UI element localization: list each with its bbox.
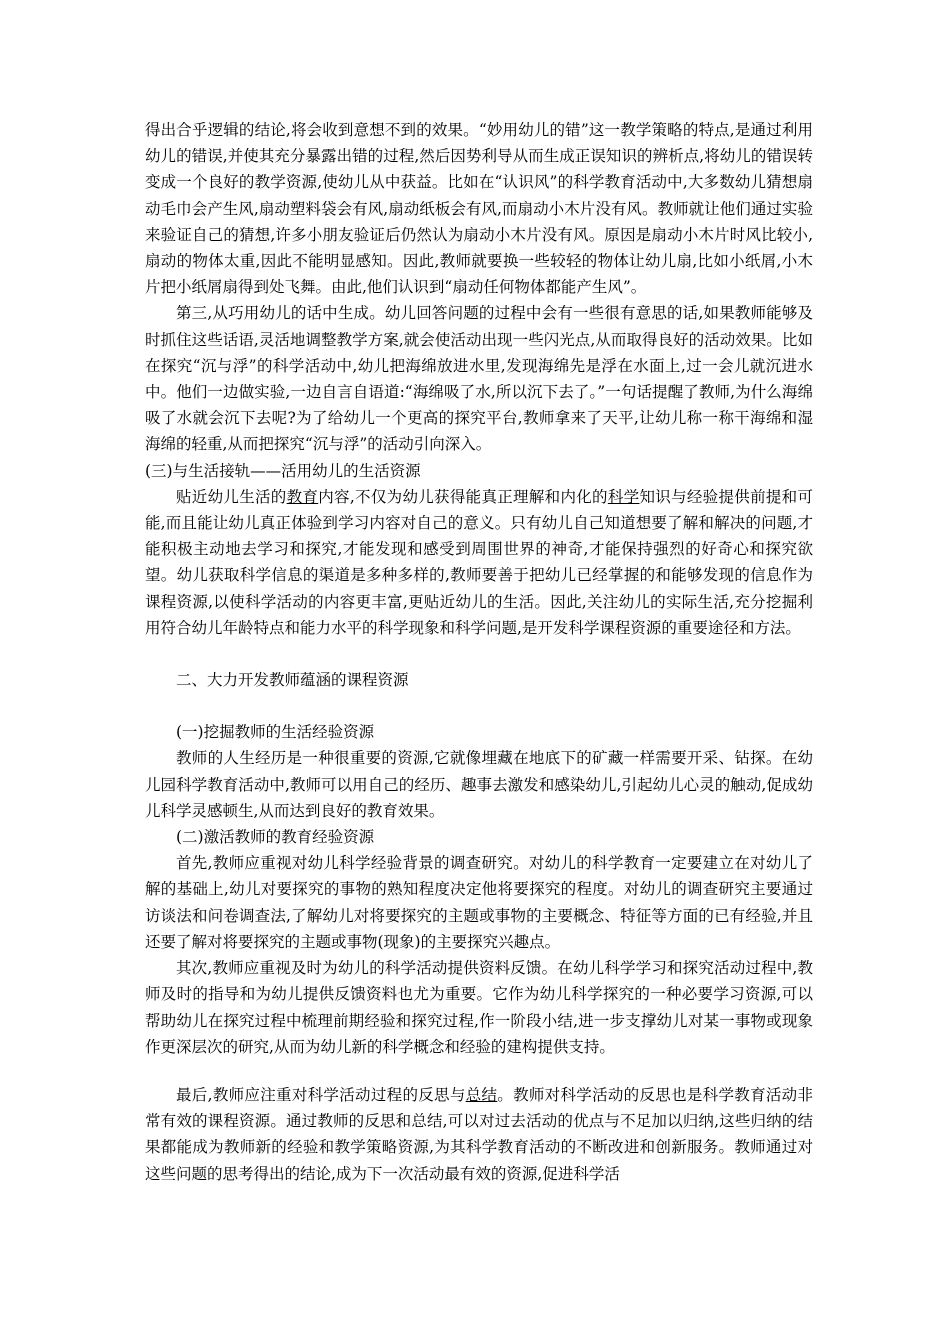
heading-3: (三)与生活接轨——活用幼儿的生活资源 xyxy=(145,461,421,480)
paragraph-5: 首先,教师应重视对幼儿科学经验背景的调查研究。对幼儿的科学教育一定要建立在对幼儿了解的基础上,幼儿对要探究的事物的熟知程度决定他将要探究的程度。对幼儿的调查研究主要通过访谈法和问卷调查法,了解幼儿对将要探究的主题或事物的主要概念、特征等方面的已有经验,并且还要了解对将要探究的主题或事物(现象)的主要探究兴趣点。 xyxy=(145,854,813,951)
spacer xyxy=(145,641,813,667)
paragraph-7 xyxy=(145,1082,813,1187)
link-education[interactable]: 教育 xyxy=(286,487,319,506)
paragraph-3-text-b: 内容,不仅为幼儿获得能真正理解和内化的 xyxy=(318,487,608,506)
spacer xyxy=(145,1060,813,1082)
link-science[interactable]: 科学 xyxy=(607,487,640,506)
subheading-2: (二)激活教师的教育经验资源 xyxy=(176,828,375,847)
paragraph-6: 其次,教师应重视及时为幼儿的科学活动提供资料反馈。在幼儿科学学习和探究活动过程中,教师及时的指导和为幼儿提供反馈资料也尤为重要。它作为幼儿科学探究的一种必要学习资源,可以帮助幼儿在探究过程中梳理前期经验和探究过程,作一阶段小结,进一步支撑幼儿对某一事物或现象作更深层次的研究,从而为幼儿新的科学概念和经验的建构提供支持。 xyxy=(145,959,813,1056)
spacer xyxy=(145,693,813,719)
link-summary[interactable]: 总结 xyxy=(465,1085,498,1104)
paragraph-7-text-b: 。教师对科学活动的反思也是科学教育活动非常有效的课程资源。通过教师的反思和总结,可以对过去活动的优点与不足加以归纳,这些归纳的结果都能成为教师新的经验和教学策略资源,为其科学教育活动的不断改进和创新服务。教师通过对这些问题的思考得出的结论,成为下一次活动最有效的资源,促进科学活 xyxy=(145,1085,813,1183)
paragraph-4: 教师的人生经历是一种很重要的资源,它就像埋藏在地底下的矿藏一样需要开采、钻探。在幼儿园科学教育活动中,教师可以用自己的经历、趣事去激发和感染幼儿,引起幼儿心灵的触动,促成幼儿科学灵感顿生,从而达到良好的教育效果。 xyxy=(145,749,813,820)
subheading-1: (一)挖掘教师的生活经验资源 xyxy=(176,723,375,742)
paragraph-3-text-c: 知识与经验提供前提和可能,而且能让幼儿真正体验到学习内容对自己的意义。只有幼儿自己知道想要了解和解决的问题,才能积极主动地去学习和探究,才能发现和感受到周围世界的神奇,才能保持强烈的好奇心和探究欲望。幼儿获取科学信息的渠道是多种多样的,教师要善于把幼儿已经掌握的和能够发现的信息作为课程资源,以使科学活动的内容更丰富,更贴近幼儿的生活。因此,关注幼儿的实际生活,充分挖掘利用符合幼儿年龄特点和能力水平的科学现象和科学问题,是开发科学课程资源的重要途径和方法。 xyxy=(145,487,813,637)
paragraph-7-text-a: 最后,教师应注重对科学活动过程的反思与 xyxy=(176,1085,466,1104)
document-page xyxy=(145,117,813,1187)
paragraph-3 xyxy=(145,484,813,641)
paragraph-2: 第三,从巧用幼儿的话中生成。幼儿回答问题的过程中会有一些很有意思的话,如果教师能够及时抓住这些话语,灵活地调整教学方案,就会使活动出现一些闪光点,从而取得良好的活动效果。比如在探究“沉与浮”的科学活动中,幼儿把海绵放进水里,发现海绵先是浮在水面上,过一会儿就沉进水中。他们一边做实验,一边自言自语道:“海绵吸了水,所以沉下去了。”一句话提醒了教师,为什么海绵吸了水就会沉下去呢?为了给幼儿一个更高的探究平台,教师拿来了天平,让幼儿称一称干海绵和湿海绵的轻重,从而把探究“沉与浮”的活动引向深入。 xyxy=(145,304,813,454)
paragraph-3-text-a: 贴近幼儿生活的 xyxy=(176,487,287,506)
section-2-heading: 二、大力开发教师蕴涵的课程资源 xyxy=(176,671,409,690)
paragraph-1: 得出合乎逻辑的结论,将会收到意想不到的效果。“妙用幼儿的错”这一教学策略的特点,是通过利用幼儿的错误,并使其充分暴露出错的过程,然后因势利导从而生成正误知识的辨析点,将幼儿的错误转变成一个良好的教学资源,使幼儿从中获益。比如在“认识风”的科学教育活动中,大多数幼儿猜想扇动毛巾会产生风,扇动塑料袋会有风,扇动纸板会有风,而扇动小木片没有风。教师就让他们通过实验来验证自己的猜想,许多小朋友验证后仍然认为扇动小木片没有风。原因是扇动小木片时风比较小,扇动的物体太重,因此不能明显感知。因此,教师就要换一些较轻的物体让幼儿扇,比如小纸屑,小木片把小纸屑扇得到处飞舞。由此,他们认识到“扇动任何物体都能产生风”。 xyxy=(145,121,813,297)
